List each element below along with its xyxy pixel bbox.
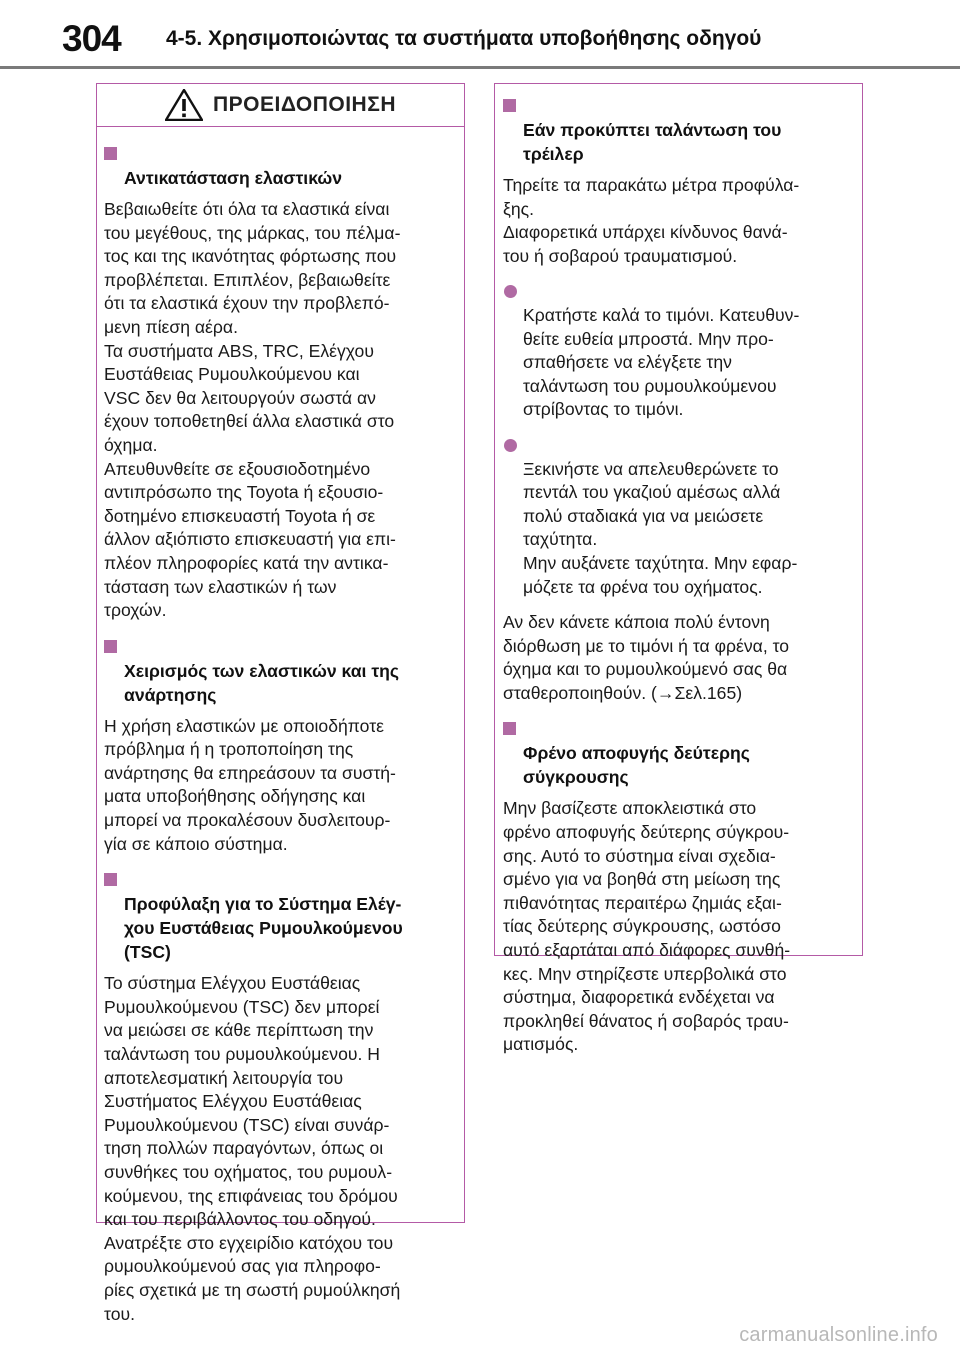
subheading-tire-replacement bbox=[104, 142, 454, 190]
round-bullet-icon bbox=[504, 439, 517, 452]
paragraph-stabilize: Αν δεν κάνετε κάποια πολύ έντονη διόρθωση με το τιμόνι ή τα φρένα, το όχημα και το ρυμουλκούμενό σας θα σταθεροποιηθούν. (→Σελ.165) bbox=[503, 612, 790, 703]
subheading-text: Προφύλαξη για το Σύστημα Ελέγ- χου Ευστάθειας Ρυμουλκούμενου (TSC) bbox=[124, 894, 403, 963]
list-item-text: Ξεκινήστε να απελευθερώνετε το πεντάλ του γκαζιού αμέσως αλλά πολύ σταδιακά για να μειώσετε ταχύτητα. Μην αυξάνετε ταχύτητα. Μην εφαρ- μόζετε τα φρένα του οχήματος. bbox=[523, 458, 798, 597]
list-item-text: Κρατήστε καλά το τιμόνι. Κατευθυν- θείτε ευθεία μπροστά. Μην προ- σπαθήσετε να ελέγξετε την ταλάντωση του ρυμουλκούμενου στρίβοντας το τιμόνι. bbox=[523, 304, 800, 420]
subheading-text: Αντικατάσταση ελαστικών bbox=[124, 168, 343, 188]
header-divider bbox=[0, 66, 960, 69]
subheading-secondary-collision-brake bbox=[503, 717, 852, 789]
warning-content-left bbox=[97, 127, 464, 1326]
square-bullet-icon bbox=[503, 99, 516, 112]
paragraph-tsc: Το σύστημα Ελέγχου Ευστάθειας Ρυμουλκούμενου (TSC) δεν μπορεί να μειώσει σε κάθε περίπτωση την ταλάντωση του ρυμουλκούμενου. Η αποτελεσματική λειτουργία του Συστήματος Ελέγχου Ευστάθειας Ρυμουλκούμενου (TSC) είναι συνάρ- τηση πολλών παραγόντων, όπως οι συνθήκες του οχήματος, του ρυμουλ- κούμενου, της επιφάνειας του δρόμου και του περιβάλλοντος του οδηγού. Ανατρέξτε στο εγχειρίδιο κατόχου του ρυμουλκούμενού σας για πληροφο- ρίες σχετικά με τη σωστή ρυμούλκησή του. bbox=[104, 973, 401, 1324]
square-bullet-icon bbox=[104, 640, 117, 653]
warning-header bbox=[97, 84, 464, 127]
subheading-text: Χειρισμός των ελαστικών και της ανάρτησης bbox=[124, 660, 400, 705]
subheading-text: Εάν προκύπτει ταλάντωση του τρέιλερ bbox=[523, 120, 782, 164]
warning-content-right bbox=[495, 84, 862, 1057]
square-bullet-icon bbox=[104, 147, 117, 160]
page-header bbox=[0, 0, 960, 70]
subheading-tsc bbox=[104, 868, 454, 964]
warning-title: ΠΡΟΕΙΔΟΠΟΙΗΣΗ bbox=[213, 93, 396, 116]
square-bullet-icon bbox=[503, 722, 516, 735]
subheading-tire-suspension bbox=[104, 635, 454, 707]
paragraph-trailer-sway: Τηρείτε τα παρακάτω μέτρα προφύλα- ξης. Διαφορετικά υπάρχει κίνδυνος θανά- του ή σοβαρού τραυματισμού. bbox=[503, 175, 800, 266]
round-bullet-icon bbox=[504, 285, 517, 298]
warning-box-right bbox=[494, 83, 863, 1055]
section-title: 4-5. Χρησιμοποιώντας τα συστήματα υποβοήθησης οδηγού bbox=[166, 27, 762, 50]
paragraph-tire-suspension: Η χρήση ελαστικών με οποιοδήποτε πρόβλημα ή η τροποποίηση της ανάρτησης θα επηρεάσουν τα συστή- ματα υποβοήθησης οδήγησης και μπορεί να προκαλέσουν δυσλειτουρ- γία σε κάποιο σύστημα. bbox=[104, 715, 396, 854]
list-item-steering bbox=[503, 280, 852, 422]
subheading-trailer-sway bbox=[503, 94, 852, 166]
subheading-text: Φρένο αποφυγής δεύτερης σύγκρουσης bbox=[523, 743, 750, 788]
list-item-accelerator bbox=[503, 434, 852, 599]
square-bullet-icon bbox=[104, 873, 117, 886]
warning-box-left bbox=[96, 83, 465, 1324]
paragraph-secondary-collision-brake: Μην βασίζεστε αποκλειστικά στο φρένο αποφυγής δεύτερης σύγκρου- σης. Αυτό το σύστημα είναι σχεδια- σμένο για να βοηθά στη μείωση της πιθανότητας περαιτέρω ζημιάς εξαι- τίας δεύτερης σύγκρουσης, ωστόσο αυτό εξαρτάται από διάφορες συνθή- κες. Μην στηρίζεστε υπερβολικά στο σύστημα, διαφορετικά ενδέχεται να προκληθεί θάνατος ή σοβαρός τραυ- ματισμός. bbox=[503, 798, 791, 1055]
warning-triangle-icon bbox=[165, 89, 203, 121]
watermark: carmanualsonline.info bbox=[739, 1324, 938, 1346]
paragraph-tire-replacement: Βεβαιωθείτε ότι όλα τα ελαστικά είναι του μεγέθους, της μάρκας, του πέλμα- τος και της ικανότητας φόρτωσης που προβλέπεται. Επιπλέον, βεβαιωθείτε ότι τα ελαστικά έχουν την προβλεπό- μενη πίεση αέρα. Τα συστήματα ABS, TRC, Ελέγχου Ευστάθειας Ρυμουλκούμενου και VSC δεν θα λειτουργούν σωστά αν έχουν τοποθετηθεί άλλα ελαστικά στο όχημα. Απευθυνθείτε σε εξουσιοδοτημένο αντιπρόσωπο της Toyota ή εξουσιο- δοτημένο επισκευαστή Toyota ή σε άλλον αξιόπιστο επισκευαστή για επι- πλέον πληροφορίες κατά την αντικα- τάσταση των ελαστικών ή των τροχών. bbox=[104, 199, 401, 621]
page-number: 304 bbox=[62, 18, 121, 59]
